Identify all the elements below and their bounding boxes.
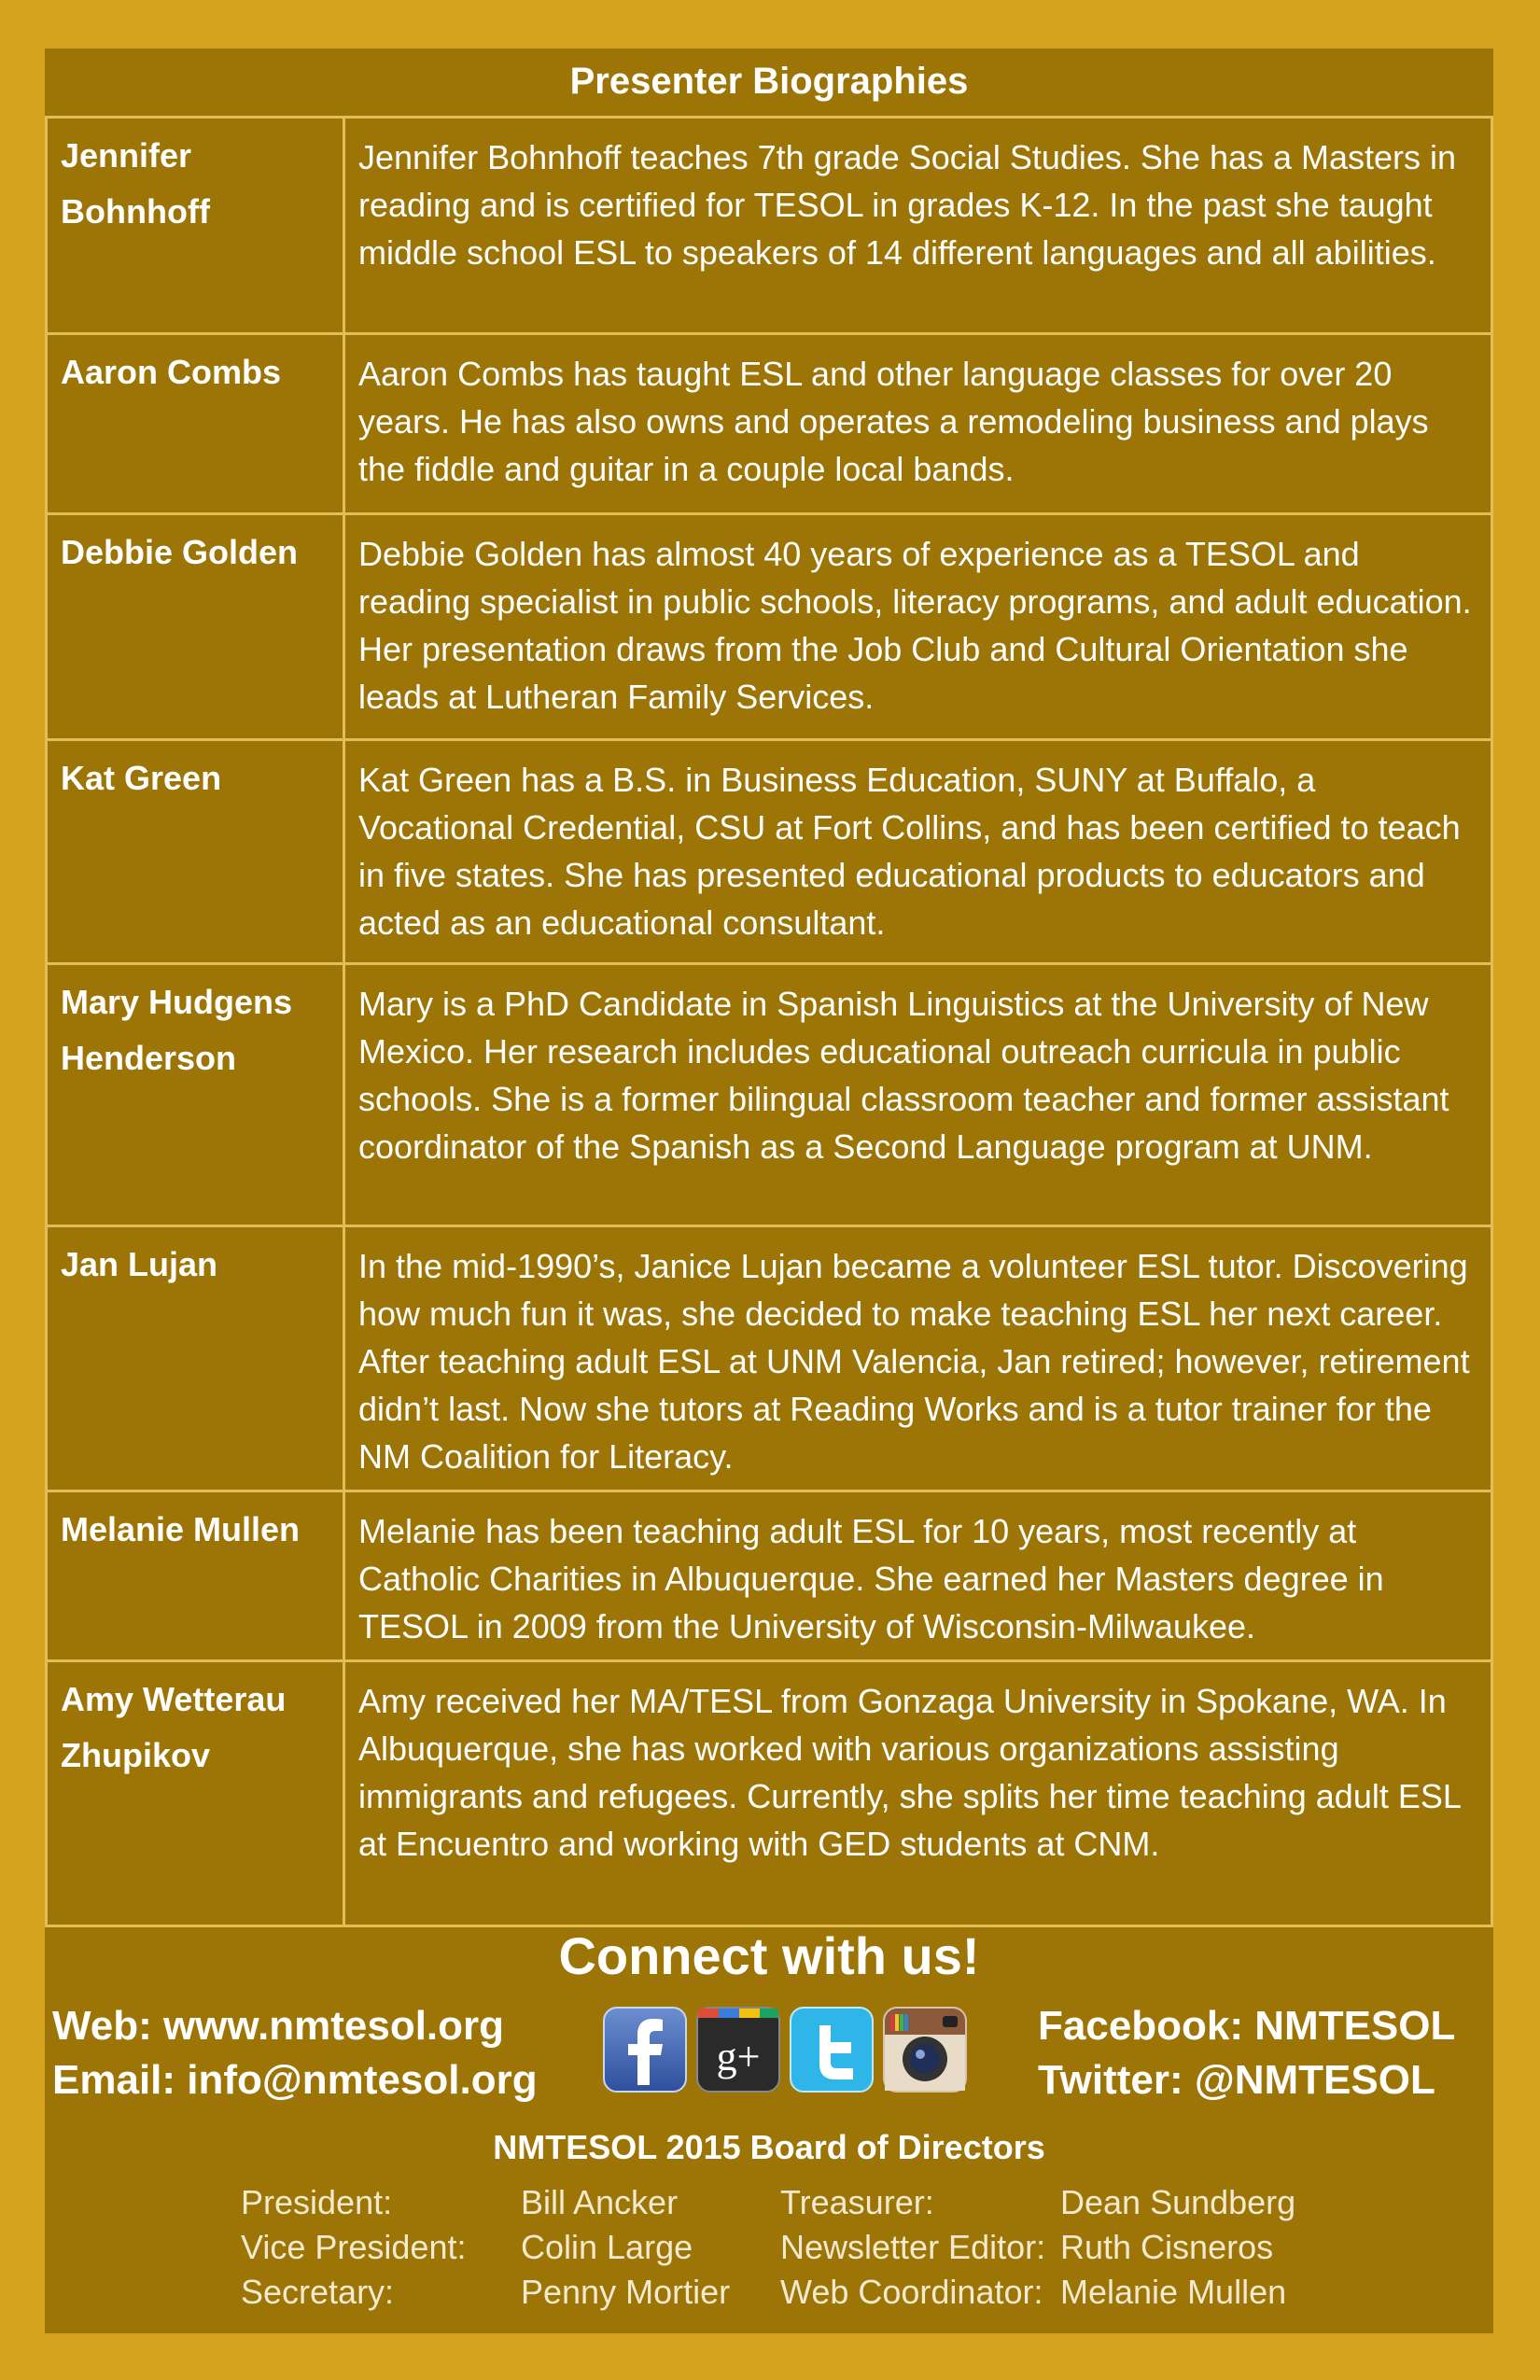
presenter-name: Aaron Combs [47, 334, 344, 514]
presenter-bio: Mary is a PhD Candidate in Spanish Linguistics at the University of New Mexico. Her research includes educational outreach curricula in public schools. She is a former bilingual classroom teacher and former assistant coordinator of the Spanish as a Second Language program at UNM. [344, 964, 1492, 1226]
table-row [47, 1491, 1492, 1661]
board-role: Vice President: [241, 2228, 467, 2266]
contact-right [1038, 1999, 1455, 2107]
table-row [47, 740, 1492, 964]
table-row [47, 1661, 1492, 1926]
board-member: Melanie Mullen [1060, 2273, 1287, 2311]
board-role: Newsletter Editor: [780, 2228, 1046, 2266]
svg-text:g+: g+ [716, 2034, 761, 2079]
presenter-name: Melanie Mullen [47, 1491, 344, 1661]
board-roles-right [780, 2180, 1045, 2315]
board-member: Colin Large [521, 2228, 693, 2266]
board-role: Web Coordinator: [780, 2273, 1043, 2311]
connect-heading: Connect with us! [558, 1926, 980, 1985]
table-row [47, 964, 1492, 1226]
presenter-bio: Melanie has been teaching adult ESL for 10 years, most recently at Catholic Charities in Albuquerque. She earned her Masters degree in TESOL in 2009 from the University of Wisconsin-Milwaukee. [344, 1491, 1492, 1661]
instagram-icon[interactable] [883, 2007, 967, 2093]
presenter-bio: Aaron Combs has taught ESL and other language classes for over 20 years. He has also owns and operates a remodeling business and plays the fiddle and guitar in a couple local bands. [344, 334, 1492, 514]
presenter-bio: Debbie Golden has almost 40 years of experience as a TESOL and reading specialist in public schools, literacy programs, and adult education. Her presentation draws from the Job Club and Cultural Orientation she leads at Lutheran Family Services. [344, 514, 1492, 740]
board-role: Treasurer: [780, 2183, 934, 2221]
presenter-name: Kat Green [47, 740, 344, 964]
board-names-left [521, 2180, 730, 2315]
facebook-link[interactable]: Facebook: NMTESOL [1038, 2003, 1456, 2049]
board-member: Bill Ancker [521, 2183, 679, 2221]
presenter-name: Mary Hudgens Henderson [47, 964, 344, 1226]
table-row [47, 334, 1492, 514]
page-title: Presenter Biographies [569, 61, 969, 102]
board-member: Ruth Cisneros [1060, 2228, 1274, 2266]
presenter-name: Jan Lujan [47, 1226, 344, 1491]
table-row [47, 514, 1492, 740]
board-member: Dean Sundberg [1060, 2183, 1296, 2221]
presenter-name: Jennifer Bohnhoff [47, 118, 344, 334]
facebook-icon[interactable] [603, 2007, 687, 2093]
presenter-bio: In the mid-1990’s, Janice Lujan became a volunteer ESL tutor. Discovering how much fun it was, she decided to make teaching ESL her next career. After teaching adult ESL at UNM Valencia, Jan retired; however, retirement didn’t last. Now she tutors at Reading Works and is a tutor trainer for the NM Coalition for Literacy. [344, 1226, 1492, 1491]
presenter-name: Debbie Golden [47, 514, 344, 740]
twitter-icon[interactable] [790, 2007, 874, 2093]
table-row [47, 118, 1492, 334]
presenter-name: Amy Wetterau Zhupikov [47, 1661, 344, 1926]
board-role: Secretary: [241, 2273, 395, 2311]
table-row [47, 1226, 1492, 1491]
board-member: Penny Mortier [521, 2273, 731, 2311]
board-heading: NMTESOL 2015 Board of Directors [493, 2128, 1045, 2166]
web-link[interactable]: Web: www.nmtesol.org [52, 2003, 505, 2049]
email-link[interactable]: Email: info@nmtesol.org [52, 2057, 538, 2103]
presenter-bio: Kat Green has a B.S. in Business Education, SUNY at Buffalo, a Vocational Credential, CSU at Fort Collins, and has been certified to teach in five states. She has presented educational products to educators and acted as an educational consultant. [344, 740, 1492, 964]
board-roles-left [241, 2180, 466, 2315]
contact-left [52, 1999, 538, 2107]
social-icons [603, 2007, 976, 2100]
presenter-table [45, 116, 1493, 1927]
board-role: President: [241, 2183, 393, 2221]
twitter-link[interactable]: Twitter: @NMTESOL [1038, 2057, 1435, 2103]
flyer-panel [45, 49, 1493, 2333]
presenter-bio: Jennifer Bohnhoff teaches 7th grade Social Studies. She has a Masters in reading and is certified for TESOL in grades K-12. In the past she taught middle school ESL to speakers of 14 different languages and all abilities. [344, 118, 1492, 334]
presenter-bio: Amy received her MA/TESL from Gonzaga University in Spokane, WA. In Albuquerque, she has worked with various organizations assisting immigrants and refugees. Currently, she splits her time teaching adult ESL at Encuentro and working with GED students at CNM. [344, 1661, 1492, 1926]
board-names-right [1060, 2180, 1295, 2315]
google-plus-icon[interactable] [696, 2007, 780, 2093]
